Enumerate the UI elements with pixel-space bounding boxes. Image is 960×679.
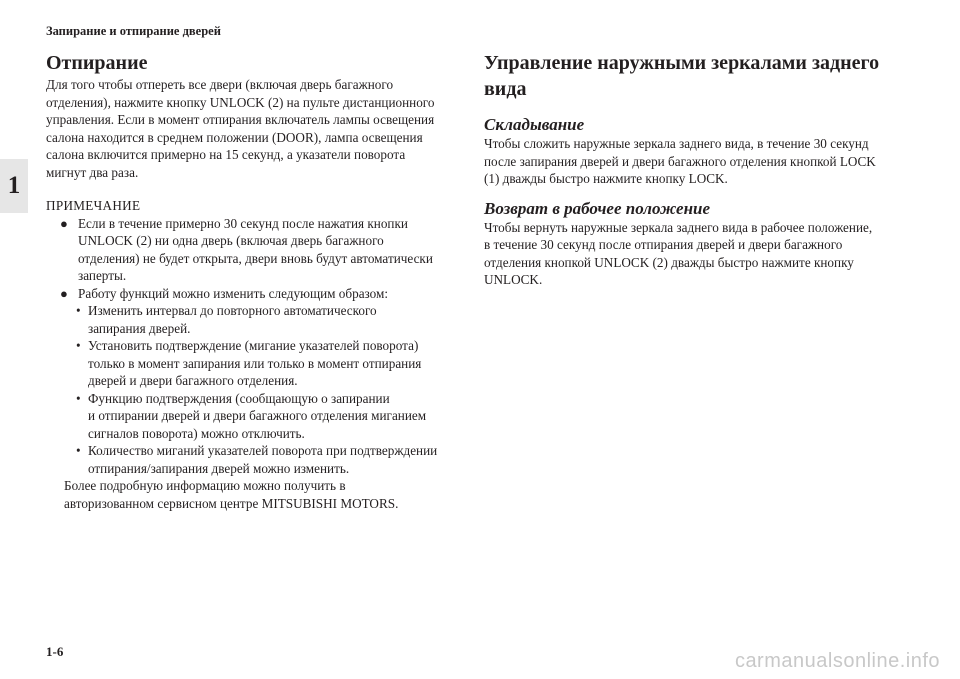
note-bullet [46, 215, 466, 285]
note-sub-item-text: Функцию подтверждения (сообщающую о запирании и отпирании дверей и двери багажного отделения миганием сигналов поворота) можно отключить. [88, 390, 427, 441]
folding-body: Чтобы сложить наружные зеркала заднего вида, в течение 30 секунд после запирания дверей и двери багажного отделения кнопкой LOCK (1) дважды быстро нажмите кнопку LOCK. [484, 136, 876, 186]
note-sub-item [46, 390, 466, 443]
unlocking-body: Для того чтобы отпереть все двери (включая дверь багажного отделения), нажмите кнопку UNLOCK (2) на пульте дистанционного управления. Если в момент отпирания включатель лампы освещения салона находится в среднем положении (DOOR), лампа освещения салона включится примерно на 15 секунд, а указатели поворота мигнут два раза. [46, 77, 435, 180]
note-sub-item [46, 442, 466, 477]
chapter-tab: 1 [0, 159, 28, 213]
note-title: ПРИМЕЧАНИЕ [46, 198, 141, 213]
sub-item-dot-icon: • [76, 338, 81, 353]
return-body: Чтобы вернуть наружные зеркала заднего вида в рабочее положение, в течение 30 секунд после отпирания дверей и двери багажного отделения кнопкой UNLOCK (2) дважды быстро нажмите кнопку UNLOCK. [484, 219, 873, 287]
sub-item-dot-icon: • [76, 390, 81, 406]
note-sub-item-text: Изменить интервал до повторного автоматического запирания дверей. [88, 303, 377, 336]
sub-item-dot-icon: • [76, 443, 81, 458]
mirrors-heading: Управление наружными зеркалами заднего вида [484, 52, 880, 100]
note-bullet-text: Работу функций можно изменить следующим образом: [78, 285, 389, 301]
page-number: 1-6 [46, 644, 64, 659]
note-sub-item-text: Установить подтверждение (мигание указателей поворота) только в момент запирания или только в момент отпирания дверей и двери багажного отделения. [88, 338, 422, 388]
running-header: Запирание и отпирание дверей [46, 24, 221, 38]
note-bullet-text: Если в течение примерно 30 секунд после нажатия кнопки UNLOCK (2) ни одна дверь (включая дверь багажного отделения) не будет открыта, двери вновь будут автоматически заперты. [78, 215, 433, 283]
return-subheading: Возврат в рабочее положение [484, 198, 711, 218]
note-bullet [46, 285, 466, 303]
bullet-dot-icon: ● [60, 285, 68, 301]
note-footer [46, 477, 466, 512]
bullet-dot-icon: ● [60, 215, 68, 231]
sub-item-dot-icon: • [76, 303, 81, 318]
note-footer-text: Более подробную информацию можно получить в авторизованном сервисном центре MITSUBISHI MOTORS. [64, 478, 399, 511]
note-sub-item [46, 302, 466, 337]
folding-subheading: Складывание [484, 115, 585, 134]
note-sub-item-text: Количество миганий указателей поворота при подтверждении отпирания/запирания дверей можно изменить. [88, 443, 438, 476]
left-column [46, 50, 466, 512]
unlocking-heading: Отпирание [46, 52, 148, 74]
right-column [484, 50, 914, 289]
note-sub-item [46, 337, 466, 390]
watermark: carmanualsonline.info [734, 650, 940, 672]
